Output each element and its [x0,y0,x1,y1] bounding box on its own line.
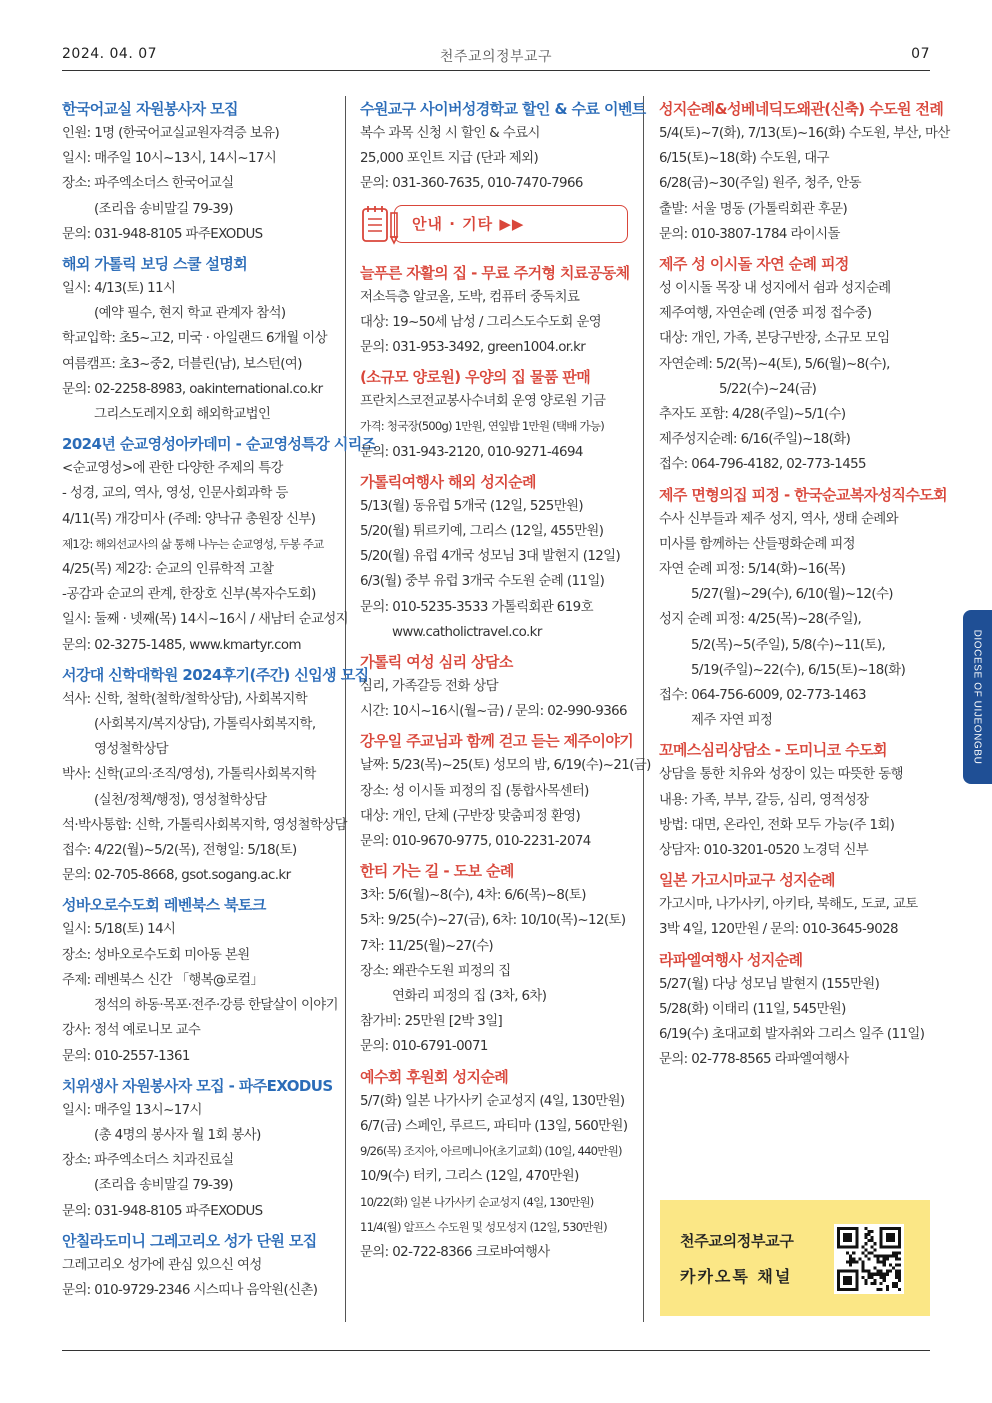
item-line: 자연 순례 피정: 5/14(화)~16(목) [659,562,846,578]
item-title: 일본 가고시마교구 성지순례 [659,871,835,890]
item-line: 5차: 9/25(수)~27(금), 6차: 10/10(목)~12(토) [360,913,626,929]
item-line: 장소: 파주엑소더스 치과진료실 [62,1153,234,1169]
item-line: 박사: 신학(교의·조직/영성), 가톨릭사회복지학 [62,767,316,783]
item-line: 5/7(화) 일본 나가사키 순교성지 (4일, 130만원) [360,1093,625,1109]
item-line: (예약 필수, 현지 학교 관계자 참석) [94,306,286,322]
item-line: 복수 과목 신청 시 할인 & 수료시 [360,126,540,141]
notice-item [360,470,635,645]
item-line: 10/9(수) 터키, 그리스 (12일, 470만원) [360,1169,579,1185]
item-line: 일시: 매주일 13시~17시 [62,1102,202,1118]
item-line: 출발: 서울 명동 (가톨릭회관 후문) [659,201,848,217]
item-line: 시간: 10시~16시(월~금) / 문의: 02-990-9366 [360,704,627,720]
item-line: 일시: 둘째 · 넷째(목) 14시~16시 / 새남터 순교성지 [62,612,348,628]
notice-item [360,859,635,1059]
side-tab-label: DIOCESE OF UIJEONGBU [971,629,983,765]
item-title: 서강대 신학대학원 2024후기(주간) 신입생 모집 [62,665,369,684]
item-title: 꼬메스심리상담소 - 도미니코 수도회 [659,741,887,760]
item-line: 성 이시돌 목장 내 성지에서 쉼과 성지순례 [659,281,891,297]
item-line: 주제: 레벤북스 신간 「행복@로컬」 [62,972,264,988]
item-title: 예수회 후원회 성지순례 [360,1067,509,1086]
notice-item [659,738,939,863]
item-line: 5/13(월) 동유럽 5개국 (12일, 525만원) [360,498,583,514]
item-line: 3차: 5/6(월)~8(수), 4차: 6/6(목)~8(토) [360,888,586,904]
item-line: 저소득층 알코올, 도박, 컴퓨터 중독치료 [360,289,580,305]
item-line: 제주성지순례: 6/16(주일)~18(화) [659,432,851,448]
item-line: 대상: 19~50세 남성 / 그리스도수도회 운영 [360,314,602,330]
notice-item [659,483,948,734]
notice-item [659,252,939,478]
item-line: 대상: 개인, 단체 (구반장 맞춤피정 환영) [360,808,581,824]
item-title: 라파엘여행사 성지순례 [659,950,803,969]
item-line: 5/19(주일)~22(수), 6/15(토)~18(화) [691,662,906,678]
column-3 [659,92,950,1073]
item-line: 문의: 02-722-8366 크로바여행사 [360,1244,550,1260]
item-line: 강사: 정석 예로니모 교수 [62,1023,201,1039]
notice-item [659,868,939,942]
item-title: 성바오로수도회 레벤북스 북토크 [62,896,266,915]
item-line: 자연순례: 5/2(목)~4(토), 5/6(월)~8(수), [659,356,890,372]
notice-item [62,1074,337,1224]
item-title: 가톨릭 여성 심리 상담소 [360,653,513,672]
item-line: 수사 신부들과 제주 성지, 역사, 생태 순례와 [659,511,898,527]
item-line: www.catholictravel.co.kr [392,624,542,640]
item-line: 성지 순례 피정: 4/25(목)~28(주일), [659,612,862,628]
item-line: 추자도 포함: 4/28(주일)~5/1(수) [659,407,846,423]
item-line: 학교입학: 초5~고2, 미국 · 아일랜드 6개월 이상 [62,331,327,347]
notice-banner [360,205,635,245]
item-line: 제주 자연 피정 [691,713,773,729]
item-line: 문의: 010-2557-1361 [62,1048,190,1064]
item-line: (조리읍 송비말길 79-39) [94,1178,233,1194]
item-line: 문의: 010-9670-9775, 010-2231-2074 [360,834,591,850]
item-title: 가톨릭여행사 해외 성지순례 [360,472,536,491]
item-line: 상담자: 010-3201-0520 노경덕 신부 [659,843,869,859]
kakao-title: 천주교의정부교구 [680,1232,794,1250]
item-title: 강우일 주교님과 함께 걷고 듣는 제주이야기 [360,732,634,751]
notice-item [360,729,651,854]
item-line: - 성경, 교의, 역사, 영성, 인문사회과학 등 [62,486,288,502]
item-line: 11/4(월) 알프스 수도원 및 성모성지 (12일, 530만원) [360,1219,607,1234]
item-line: 장소: 성바오로수도회 미아동 본원 [62,947,250,963]
item-line: 가격: 청국장(500g) 1만원, 연잎밥 1만원 (택배 가능) [360,419,605,434]
notice-item [62,252,337,427]
item-line: 일시: 매주일 10시~13시, 14시~17시 [62,151,277,167]
header-rule [62,70,930,71]
item-line: 인원: 1명 (한국어교실교원자격증 보유) [62,126,280,141]
item-line: (실천/정책/행정), 영성철학상담 [94,792,267,808]
item-title: 안칠라도미니 그레고리오 성가 단원 모집 [62,1231,317,1250]
kakao-channel-box [660,1200,930,1316]
item-line: 5/28(화) 이태리 (11일, 545만원) [659,1001,846,1017]
item-line: 심리, 가족갈등 전화 상담 [360,679,498,695]
item-line: 5/27(월) 다낭 성모님 발현지 (155만원) [659,976,880,992]
item-line: 5/20(월) 튀르키예, 그리스 (12일, 455만원) [360,524,604,540]
item-title: 2024년 순교영성아카데미 - 순교영성특강 시리즈 [62,435,376,454]
item-title: 치위생사 자원봉사자 모집 - 파주EXODUS [62,1076,333,1095]
notice-label: 안내 · 기타 ▶▶ [412,214,525,233]
item-title: 제주 면형의집 피정 - 한국순교복자성직수도회 [659,485,948,504]
item-line: 연화리 피정의 집 (3차, 6차) [392,989,547,1005]
item-line: 5/22(수)~24(금) [719,381,817,397]
item-line: 문의: 031-948-8105 파주EXODUS [62,226,263,242]
notice-item [360,261,635,361]
item-line: 문의: 031-953-3492, green1004.or.kr [360,340,586,356]
item-title: 한티 가는 길 - 도보 순례 [360,862,514,881]
item-line: 25,000 포인트 지급 (단과 제외) [360,151,539,167]
item-line: <순교영성>에 관한 다양한 주제의 특강 [62,461,283,477]
item-line: 문의: 010-6791-0071 [360,1039,488,1055]
item-line: 5/4(토)~7(화), 7/13(토)~16(화) 수도원, 부산, 마산 [659,126,950,141]
kakao-subtitle: 카카오톡 채널 [680,1267,793,1286]
diocese-header: 천주교의정부교구 [439,49,553,65]
footer-rule [62,1350,930,1351]
item-line: 문의: 031-943-2120, 010-9271-4694 [360,444,583,460]
issue-date: 2024. 04. 07 [62,46,158,62]
item-line: 일시: 5/18(토) 14시 [62,922,176,938]
item-line: 방법: 대면, 온라인, 전화 모두 가능(주 1회) [659,817,895,833]
item-line: 문의: 02-778-8565 라파엘여행사 [659,1052,849,1068]
item-line: 내용: 가족, 부부, 갈등, 심리, 영적성장 [659,792,869,808]
column-2 [360,92,651,1265]
item-title: 수원교구 사이버성경학교 할인 & 수료 이벤트 [360,100,646,118]
notice-item [360,650,635,724]
item-line: 그레고리오 성가에 관심 있으신 여성 [62,1257,262,1273]
item-line: 정석의 하동·목포·전주·강릉 한달살이 이야기 [94,998,338,1014]
item-line: 6/19(수) 초대교회 발자취와 그리스 일주 (11일) [659,1027,925,1043]
item-line: (사회복지/복지상담), 가톨릭사회복지학, [94,717,316,733]
item-line: 문의: 02-705-8668, gsot.sogang.ac.kr [62,868,291,884]
item-line: 4/25(목) 제2강: 순교의 인류학적 고찰 [62,562,274,578]
item-line: 7차: 11/25(월)~27(수) [360,938,494,954]
item-line: 5/27(월)~29(수), 6/10(월)~12(수) [691,587,893,603]
item-line: 장소: 파주엑소더스 한국어교실 [62,176,234,192]
notice-item [62,432,376,658]
item-line: 3박 4일, 120만원 / 문의: 010-3645-9028 [659,922,898,938]
item-line: 접수: 4/22(월)~5/2(목), 전형일: 5/18(토) [62,843,297,859]
notice-item [360,365,635,465]
item-line: 문의: 02-2258-8983, oakinternational.co.kr [62,381,323,397]
item-line: 여름캠프: 초3~중2, 더블린(남), 보스턴(여) [62,356,302,372]
item-line: 문의: 010-5235-3533 가톨릭회관 619호 [360,599,593,615]
item-title: 한국어교실 자원봉사자 모집 [62,100,238,118]
item-line: 영성철학상담 [94,742,169,758]
item-line: 10/22(화) 일본 나가사키 순교성지 (4일, 130만원) [360,1194,594,1209]
item-line: 4/11(목) 개강미사 (주례: 양낙규 총원장 신부) [62,511,316,527]
item-title: (소규모 양로원) 우양의 집 물품 판매 [360,368,591,387]
item-line: 석사: 신학, 철학(철학/철학상담), 사회복지학 [62,691,308,707]
column-divider-1 [345,96,346,1322]
notice-item [62,97,337,247]
column-1 [62,92,376,1303]
item-line: 5/2(목)~5(주일), 5/8(수)~11(토), [691,637,886,653]
item-title: 성지순례&성베네딕도왜관(신축) 수도원 전례 [659,100,944,118]
notice-item [360,97,646,197]
notice-item [62,893,337,1068]
column-divider-2 [643,96,644,1322]
notice-item [659,948,939,1073]
item-line: 문의: 02-3275-1485, www.kmartyr.com [62,637,301,653]
item-line: 문의: 031-360-7635, 010-7470-7966 [360,176,583,192]
item-line: 9/26(목) 조지아, 아르메니아(초기교회) (10일, 440만원) [360,1144,622,1159]
item-line: (조리읍 송비말길 79-39) [94,201,233,217]
notice-item [360,1065,635,1265]
item-line: 그리스도레지오회 해외학교법인 [94,407,271,423]
item-line: 장소: 왜관수도원 피정의 집 [360,963,511,979]
item-line: 접수: 064-756-6009, 02-773-1463 [659,688,866,704]
item-line: 가고시마, 나가사키, 아키타, 북해도, 도쿄, 교토 [659,897,918,913]
item-line: 제1강: 해외선교사의 삶 통해 나누는 순교영성, 두봉 주교 [62,536,324,551]
item-line: 5/20(월) 유럽 4개국 성모님 3대 발현지 (12일) [360,549,621,565]
notice-item [62,1229,337,1303]
item-line: 6/3(월) 중부 유럽 3개국 수도원 순례 (11일) [360,574,605,590]
item-line: 일시: 4/13(토) 11시 [62,281,176,297]
item-line: 참가비: 25만원 [2박 3일] [360,1014,503,1030]
item-title: 해외 가톨릭 보딩 스쿨 설명회 [62,255,248,274]
qr-code-icon[interactable] [834,1224,904,1294]
item-line: -공감과 순교의 관계, 한장호 신부(복자수도회) [62,587,316,603]
side-tab [963,610,992,784]
item-line: (총 4명의 봉사자 월 1회 봉사) [94,1127,261,1143]
notice-item [62,663,369,889]
item-line: 대상: 개인, 가족, 본당구반장, 소규모 모임 [659,331,890,347]
item-line: 접수: 064-796-4182, 02-773-1455 [659,457,866,473]
item-title: 늘푸른 자활의 집 - 무료 주거형 치료공동체 [360,263,630,282]
item-line: 문의: 010-3807-1784 라이시돌 [659,226,840,242]
item-title: 제주 성 이시돌 자연 순례 피정 [659,255,849,274]
item-line: 6/7(금) 스페인, 루르드, 파티마 (13일, 560만원) [360,1118,628,1134]
item-line: 제주여행, 자연순례 (연중 피정 접수중) [659,306,872,322]
notice-item [659,97,950,247]
item-line: 상담을 통한 치유와 성장이 있는 따뜻한 동행 [659,767,903,783]
item-line: 6/15(토)~18(화) 수도원, 대구 [659,151,829,167]
item-line: 문의: 010-9729-2346 시스띠나 음악원(신촌) [62,1282,318,1298]
item-line: 날짜: 5/23(목)~25(토) 성모의 밤, 6/19(수)~21(금) [360,758,651,774]
page-number: 07 [911,46,930,62]
item-line: 석·박사통합: 신학, 가톨릭사회복지학, 영성철학상담 [62,817,347,833]
item-line: 장소: 성 이시돌 피정의 집 (통합사목센터) [360,783,589,799]
item-line: 미사를 함께하는 산들평화순례 피정 [659,536,855,552]
item-line: 프란치스코전교봉사수녀회 운영 양로원 기금 [360,394,606,410]
item-line: 문의: 031-948-8105 파주EXODUS [62,1203,263,1219]
item-line: 6/28(금)~30(주일) 원주, 청주, 안동 [659,176,861,192]
